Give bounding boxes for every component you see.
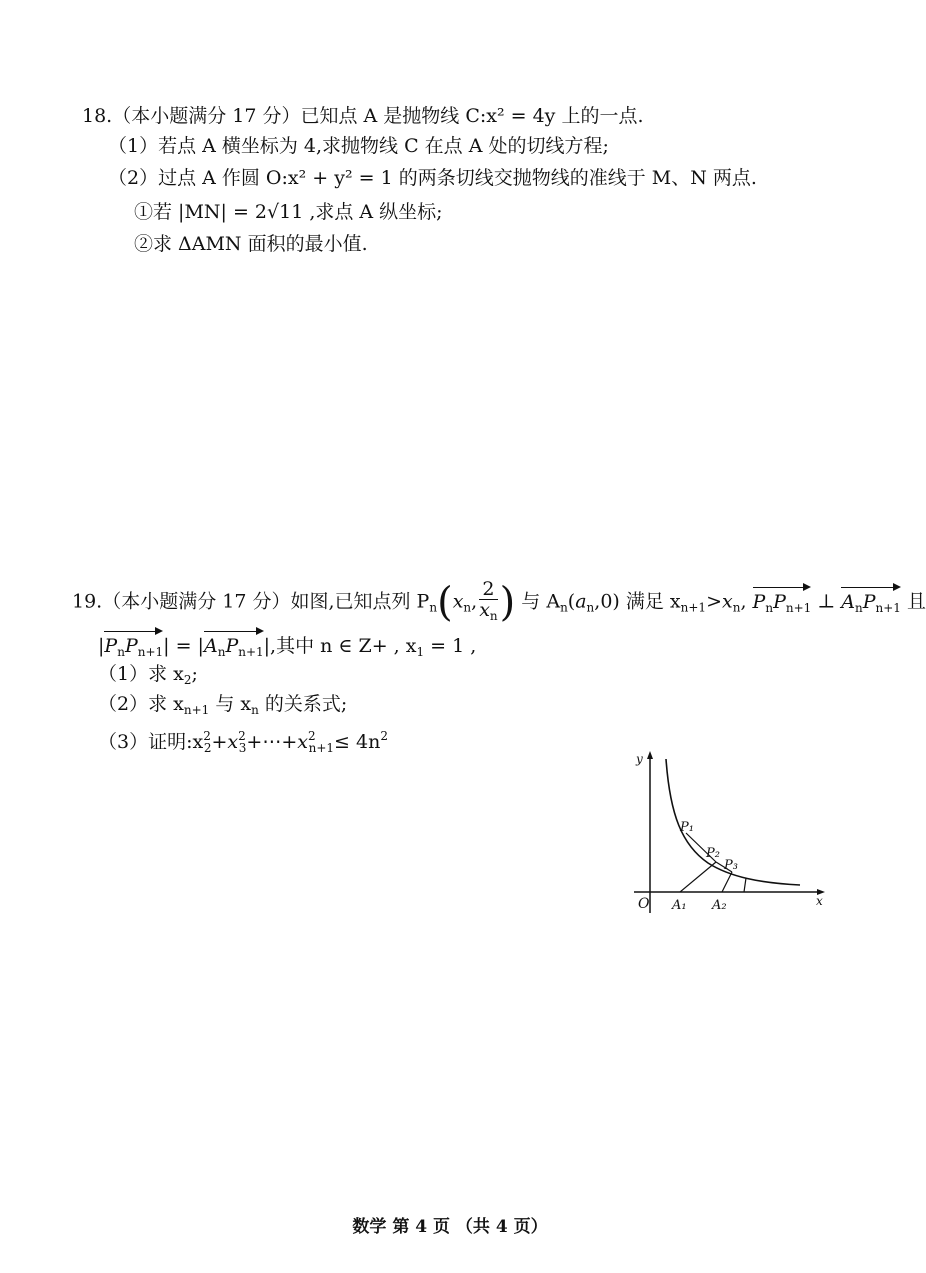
y-axis-arrow bbox=[647, 751, 653, 759]
q19-title-and: 且 bbox=[906, 590, 926, 613]
q19-part1: （1）求 $x_2$; bbox=[98, 663, 198, 687]
page-footer: 数学 第 4 页 （共 4 页） bbox=[352, 1217, 548, 1237]
label-p1: P₁ bbox=[680, 820, 694, 835]
fraction: $\frac{2}{x_n}$ bbox=[479, 578, 498, 623]
y-label: y bbox=[636, 752, 643, 766]
segment-a2-p3 bbox=[722, 872, 732, 892]
q19-part3: （3）证明$:x^2_2+x^2_3+\cdots+x^2_{n+1}\le 4n^2$ bbox=[98, 729, 388, 755]
label-a1: A₁ bbox=[672, 898, 687, 913]
q19-title: 19.（本小题满分 17 分）如图,已知点列 $P_n(x_n$, $\frac{2}{x_n}$ ) 与 $A_n(a_n,0)$ 满足 $x_{n+1}>x_n$, $P_nP_{n+1}$ ⊥ $A_nP_{n+1}$ 且 bbox=[72, 578, 926, 626]
q18-part2-sub1: ①若 |MN| = 2√11 ,求点 A 纵坐标; bbox=[134, 201, 443, 223]
q18-part1: （1）若点 A 横坐标为 4,求抛物线 C 在点 A 处的切线方程; bbox=[108, 135, 609, 157]
q18-title: 18.（本小题满分 17 分）已知点 A 是抛物线 C:x² = 4y 上的一点. bbox=[82, 105, 644, 127]
label-p2: P₂ bbox=[706, 846, 720, 861]
segment-a1-p2 bbox=[680, 862, 716, 892]
q18-part2-sub2: ②求 ΔAMN 面积的最小值. bbox=[134, 233, 368, 255]
label-p3: P₃ bbox=[724, 858, 738, 873]
q19-title-satisfy: 满足 x bbox=[625, 590, 681, 613]
origin-label: O bbox=[638, 896, 650, 912]
segment-p3-a3 bbox=[744, 878, 746, 892]
x-label: x bbox=[816, 894, 823, 908]
q19-condition: $|P_nP_{n+1}| = |A_nP_{n+1}|$,其中 n ∈ Z+ , $x_1 = 1$ , bbox=[98, 630, 476, 664]
q19-title-with: 与 A bbox=[521, 590, 561, 613]
q19-part2: （2）求 $x_{n+1}$ 与 $x_n$ 的关系式; bbox=[98, 693, 348, 717]
hyperbola-figure bbox=[620, 745, 830, 920]
label-a2: A₂ bbox=[712, 898, 727, 913]
q19-title-text: 19.（本小题满分 17 分）如图,已知点列 P bbox=[72, 590, 430, 613]
q18-part2: （2）过点 A 作圆 O:x² + y² = 1 的两条切线交抛物线的准线于 M、N 两点. bbox=[108, 167, 757, 189]
